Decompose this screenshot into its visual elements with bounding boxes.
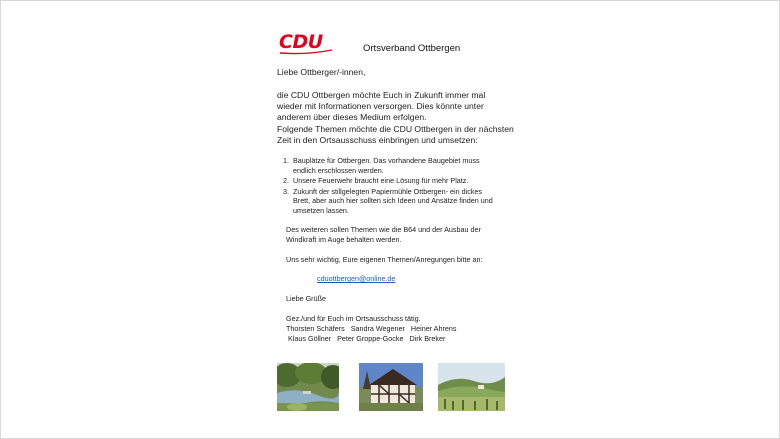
intro-line: Folgende Themen möchte die CDU Ottbergen in der nächsten bbox=[277, 123, 514, 134]
intro-paragraph bbox=[277, 90, 517, 146]
signature-block bbox=[286, 314, 456, 343]
further-topics-paragraph bbox=[286, 225, 481, 245]
signature-line: Gez./und für Euch im Ortsausschuss tätig. bbox=[286, 314, 421, 323]
topic-item bbox=[283, 156, 513, 175]
intro-line: anderem über dieses Medium erfolgen. bbox=[277, 112, 427, 123]
topic-number: 3. bbox=[283, 186, 289, 196]
cdu-logo-swoosh-icon bbox=[279, 49, 333, 55]
greeting: Liebe Ottberger/-innen, bbox=[277, 67, 366, 77]
signature-line: Thorsten Schäfers Sandra Wegener Heiner Ahrens bbox=[286, 323, 457, 333]
topic-item bbox=[283, 187, 513, 216]
intro-line: wieder mit Informationen versorgen. Dies könnte unter bbox=[277, 101, 484, 112]
cdu-logo-text: CDU bbox=[279, 31, 323, 53]
intro-line: Zeit in den Ortsausschuss einbringen und umsetzen: bbox=[277, 134, 478, 145]
topic-list bbox=[283, 156, 513, 217]
topic-text bbox=[293, 156, 480, 175]
topic-line: Zukunft der stillgelegten Papiermühle Ottbergen- ein dickes bbox=[293, 186, 482, 196]
topic-number: 2. bbox=[283, 176, 289, 186]
email-link[interactable]: cduottbergen@online.de bbox=[317, 274, 396, 283]
topic-item bbox=[283, 176, 513, 186]
topic-line: Unsere Feuerwehr braucht eine Lösung für mehr Platz. bbox=[293, 176, 469, 186]
org-title: Ortsverband Ottbergen bbox=[363, 43, 461, 54]
further-line: Windkraft im Auge behalten werden. bbox=[286, 234, 402, 244]
stream-landscape-photo bbox=[277, 363, 339, 411]
topic-line: Brett, aber auch hier sollten sich Ideen und Ansätze finden und bbox=[293, 196, 493, 206]
topic-text bbox=[293, 187, 493, 216]
topic-text bbox=[293, 176, 468, 186]
topic-line: umsetzen lassen. bbox=[293, 205, 349, 215]
half-timbered-house-photo bbox=[359, 363, 423, 411]
contact-request: Uns sehr wichtig, Eure eigenen Themen/Anregungen bitte an: bbox=[286, 255, 483, 264]
regards: Liebe Grüße bbox=[286, 294, 326, 303]
hill-landscape-photo bbox=[438, 363, 505, 411]
topic-number: 1. bbox=[283, 156, 289, 165]
signature-line: Klaus Göllner Peter Groppe-Gocke Dirk Breker bbox=[286, 333, 446, 343]
intro-line: die CDU Ottbergen möchte Euch in Zukunft immer mal bbox=[277, 90, 486, 100]
further-line: Des weiteren sollen Themen wie die B64 und der Ausbau der bbox=[286, 225, 481, 234]
topic-line: Bauplätze für Ottbergen. Das vorhandene Baugebiet muss bbox=[293, 156, 480, 165]
cdu-logo bbox=[279, 31, 331, 53]
topic-line: endlich erschlossen werden. bbox=[293, 165, 384, 175]
